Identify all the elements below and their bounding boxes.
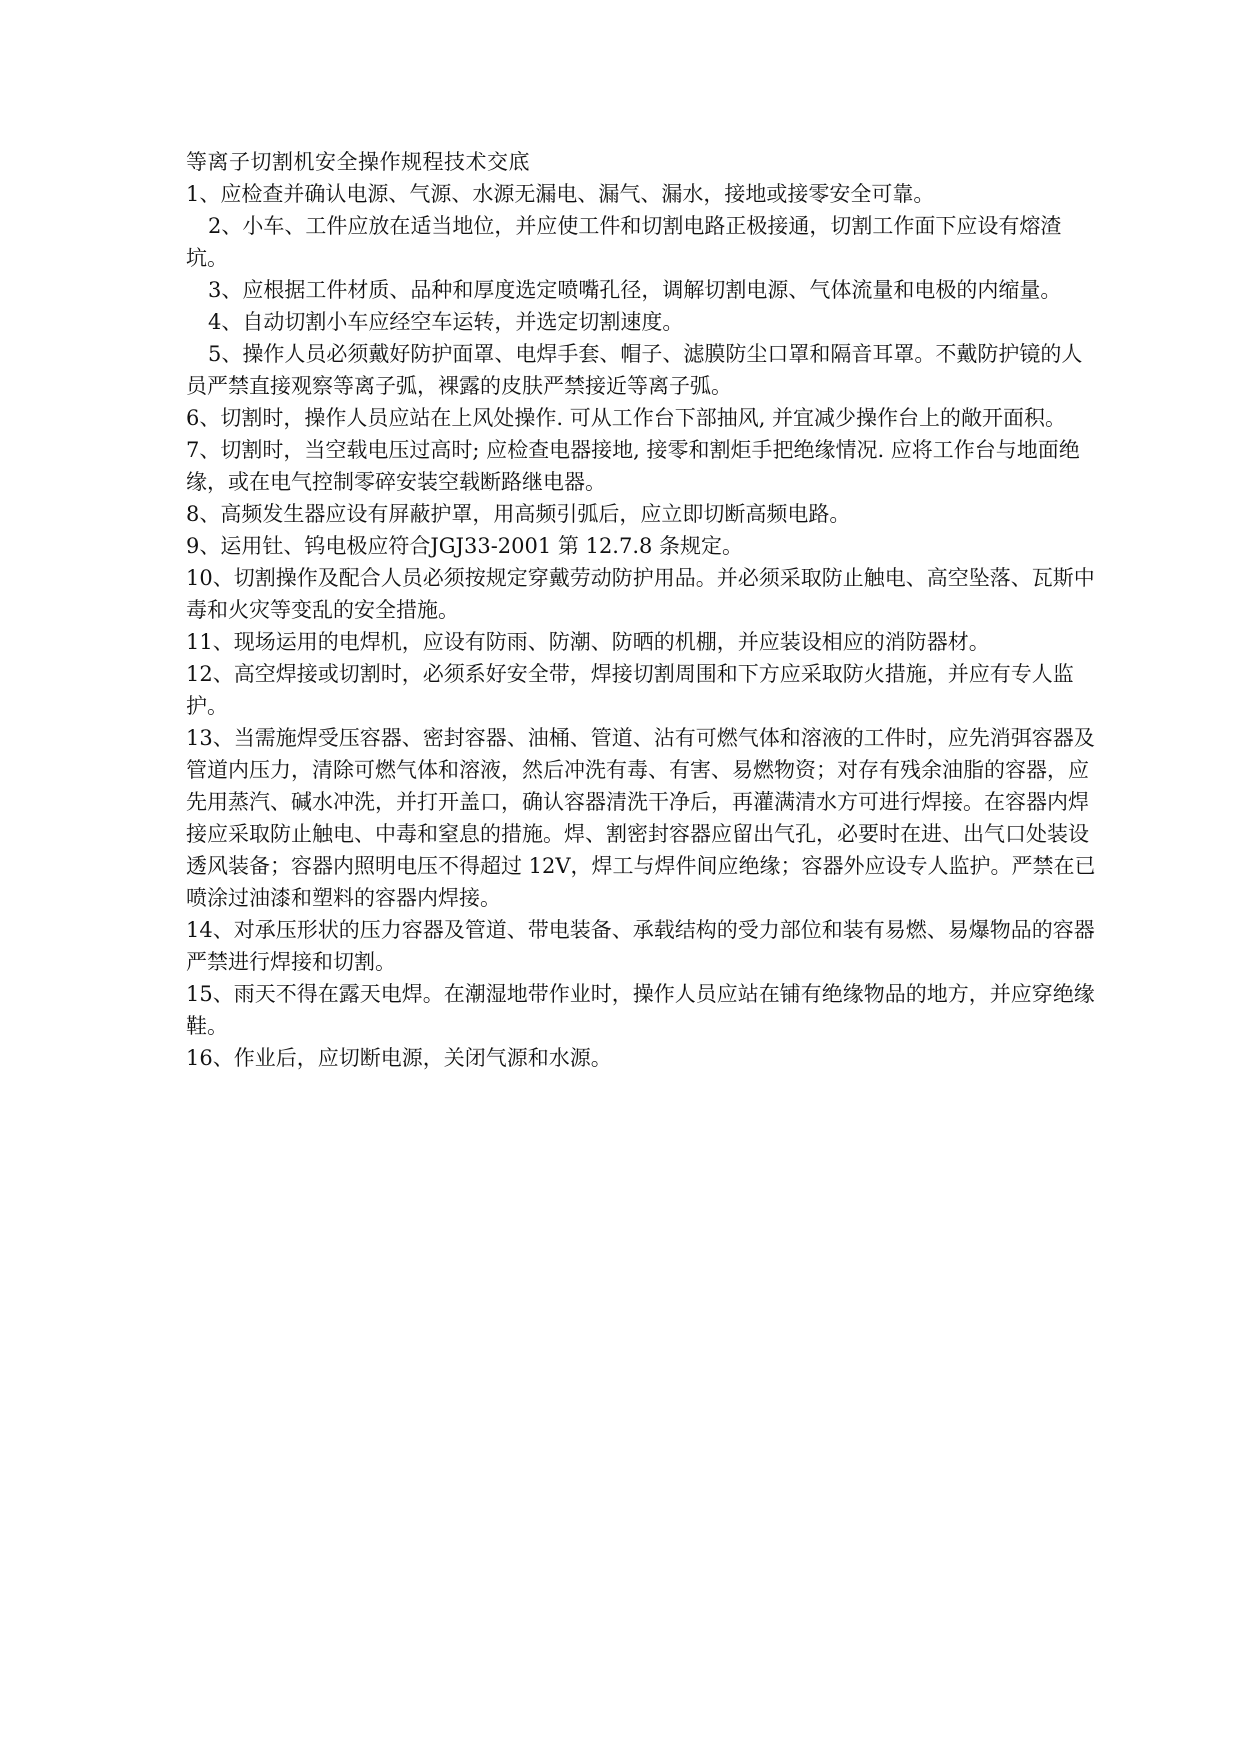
rule-paragraph-2: 2、小车、工件应放在适当地位，并应使工件和切割电路正极接通，切割工作面下应设有熔渣坑。 — [186, 214, 1062, 270]
document-body — [186, 146, 1096, 1074]
rule-paragraph-10: 10、切割操作及配合人员必须按规定穿戴劳动防护用品。并必须采取防止触电、高空坠落、瓦斯中毒和火灾等变乱的安全措施。 — [186, 566, 1095, 622]
rule-paragraph-3: 3、应根据工件材质、品种和厚度选定喷嘴孔径，调解切割电源、气体流量和电极的内缩量。 — [208, 278, 1062, 302]
rule-paragraph-13: 13、当需施焊受压容器、密封容器、油桶、管道、沾有可燃气体和溶液的工件时，应先消弭容器及管道内压力，清除可燃气体和溶液，然后冲洗有毒、有害、易燃物资；对存有残余油脂的容器，应先用蒸汽、碱水冲洗，并打开盖口，确认容器清洗干净后，再灌满清水方可进行焊接。在容器内焊接应采取防止触电、中毒和窒息的措施。焊、割密封容器应留出气孔，必要时在进、出气口处装设透风装备；容器内照明电压不得超过 12V，焊工与焊件间应绝缘；容器外应设专人监护。严禁在已喷涂过油漆和塑料的容器内焊接。 — [186, 726, 1096, 910]
rule-paragraph-11: 11、现场运用的电焊机，应设有防雨、防潮、防晒的机棚，并应装设相应的消防器材。 — [186, 630, 990, 654]
rule-paragraph-9: 9、运用钍、钨电极应符合JGJ33-2001 第 12.7.8 条规定。 — [186, 534, 744, 558]
rule-paragraph-6: 6、切割时，操作人员应站在上风处操作. 可从工作台下部抽风, 并宜减少操作台上的敞开面积。 — [186, 406, 1067, 430]
rule-paragraph-14: 14、对承压形状的压力容器及管道、带电装备、承载结构的受力部位和装有易燃、易爆物品的容器严禁进行焊接和切割。 — [186, 918, 1095, 974]
document-title: 等离子切割机安全操作规程技术交底 — [186, 150, 530, 174]
rule-paragraph-12: 12、高空焊接或切割时，必须系好安全带，焊接切割周围和下方应采取防火措施，并应有专人监护。 — [186, 662, 1074, 718]
rule-paragraph-15: 15、雨天不得在露天电焊。在潮湿地带作业时，操作人员应站在铺有绝缘物品的地方，并应穿绝缘鞋。 — [186, 982, 1095, 1038]
rule-paragraph-4: 4、自动切割小车应经空车运转，并选定切割速度。 — [208, 310, 684, 334]
rule-paragraph-8: 8、高频发生器应设有屏蔽护罩，用高频引弧后，应立即切断高频电路。 — [186, 502, 851, 526]
rule-paragraph-16: 16、作业后，应切断电源，关闭气源和水源。 — [186, 1046, 612, 1070]
rule-paragraph-5: 5、操作人员必须戴好防护面罩、电焊手套、帽子、滤膜防尘口罩和隔音耳罩。不戴防护镜的人员严禁直接观察等离子弧，裸露的皮肤严禁接近等离子弧。 — [186, 342, 1083, 398]
rule-paragraph-1: 1、应检查并确认电源、气源、水源无漏电、漏气、漏水，接地或接零安全可靠。 — [186, 182, 935, 206]
rule-paragraph-7: 7、切割时，当空载电压过高时; 应检查电器接地, 接零和割炬手把绝缘情况. 应将工作台与地面绝缘，或在电气控制零碎安装空载断路继电器。 — [186, 438, 1080, 494]
